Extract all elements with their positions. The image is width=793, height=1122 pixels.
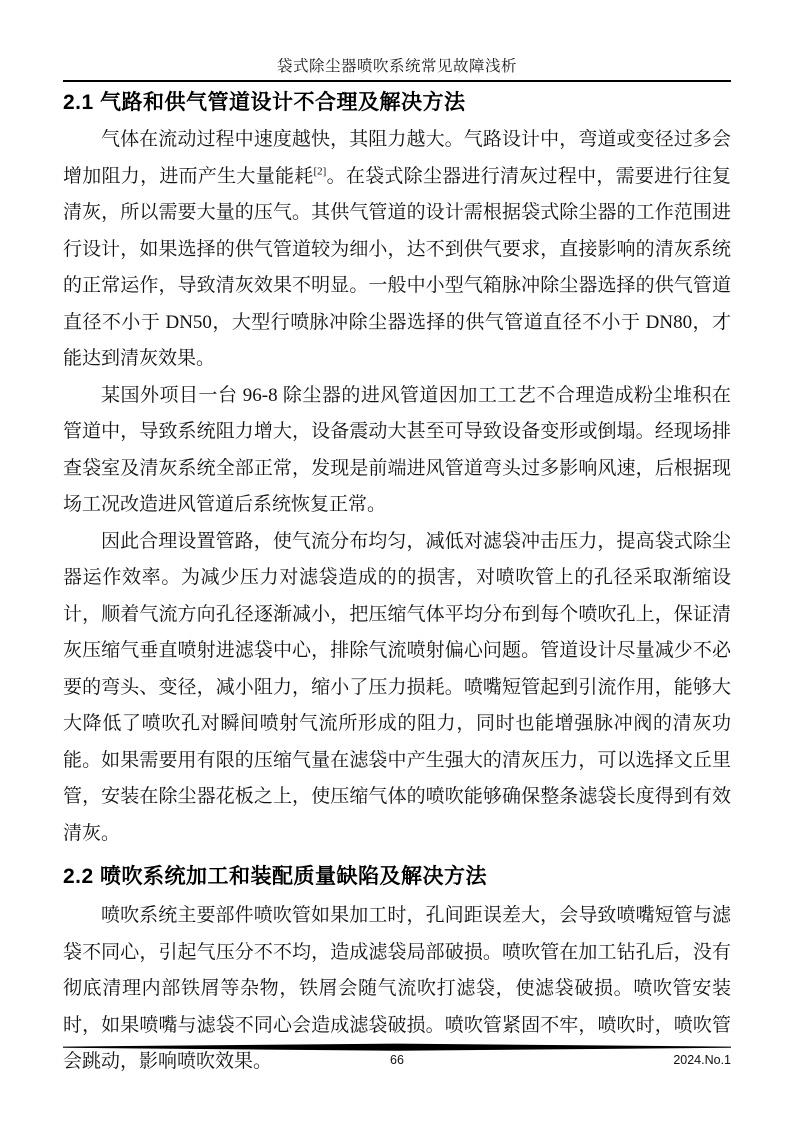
running-header-title: 袋式除尘器喷吹系统常见故障浅析 bbox=[276, 58, 517, 75]
body-paragraph: 因此合理设置管路，使气流分布均匀，减低对滤袋冲击压力，提高袋式除尘器运作效率。为减少压力对滤袋造成的的损害，对喷吹管上的孔径采取渐缩设计，顺着气流方向孔径逐渐减小，把压缩气体平均分布到每个喷吹孔上，保证清灰压缩气垂直喷射进滤袋中心，排除气流喷射偏心问题。管道设计尽量减少不必要的弯头、变径，减小阻力，缩小了压力损耗。喷嘴短管起到引流作用，能够大大降低了喷吹孔对瞬间喷射气流所形成的阻力，同时也能增强脉冲阀的清灰功能。如果需要用有限的压缩气量在滤袋中产生强大的清灰压力，可以选择文丘里管，安装在除尘器花板之上，使压缩气体的喷吹能够确保整条滤袋长度得到有效清灰。 bbox=[63, 530, 731, 844]
citation-superscript: [2] bbox=[313, 165, 327, 178]
body-paragraph: 某国外项目一台 96-8 除尘器的进风管道因加工工艺不合理造成粉尘堆积在管道中，导致系统阻力增大，设备震动大甚至可导致设备变形或倒塌。经现场排查袋室及清灰系统全部正常，发现是前端进风管道弯头过多影响风速，后根据现场工况改造进风管道后系统恢复正常。 bbox=[63, 384, 731, 515]
header-rule bbox=[63, 80, 731, 82]
document-content bbox=[63, 0, 731, 1081]
page-number: 66 bbox=[390, 1053, 404, 1067]
footer-rule bbox=[63, 1043, 731, 1052]
body-paragraph bbox=[63, 122, 731, 378]
page-footer bbox=[63, 1043, 731, 1071]
footer-row bbox=[63, 1053, 731, 1071]
paragraph-text: 气体在流动过程中速度越快，其阻力越大。气路设计中，弯道或变径过多会增加阻力，进而产生大量能耗 bbox=[63, 129, 731, 187]
journal-issue: 2024.No.1 bbox=[673, 1053, 731, 1067]
running-header bbox=[63, 56, 731, 82]
paragraph-text: 。在袋式除尘器进行清灰过程中，需要进行往复清灰，所以需要大量的压气。其供气管道的设计需根据袋式除尘器的工作范围进行设计，如果选择的供气管道较为细小，达不到供气要求，直接影响的清灰系统的正常运作，导致清灰效果不明显。一般中小型气箱脉冲除尘器选择的供气管道直径不小于 DN50，大型行喷脉冲除尘器选择的供气管道直径不小于 DN80，才能达到清灰效果。 bbox=[63, 165, 731, 369]
body-paragraph: 喷吹系统主要部件喷吹管如果加工时，孔间距误差大，会导致喷嘴短管与滤袋不同心，引起气压分不不均，造成滤袋局部破损。喷吹管在加工钻孔后，没有彻底清理内部铁屑等杂物，铁屑会随气流吹打滤袋，使滤袋破损。喷吹管安装时，如果喷嘴与滤袋不同心会造成滤袋破损。喷吹管紧固不牢，喷吹时，喷吹管会跳动，影响喷吹效果。 bbox=[63, 905, 731, 1072]
section-heading-2-1: 2.1 气路和供气管道设计不合理及解决方法 bbox=[63, 91, 466, 114]
section-heading-2-2: 2.2 喷吹系统加工和装配质量缺陷及解决方法 bbox=[63, 865, 488, 888]
